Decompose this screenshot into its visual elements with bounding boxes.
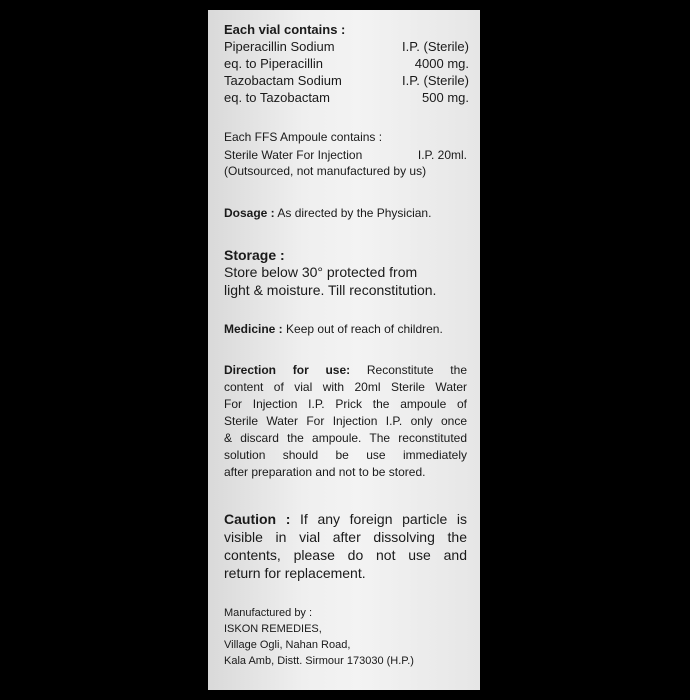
- composition-grade: I.P. (Sterile): [402, 73, 469, 88]
- dosage-heading: Dosage :: [224, 206, 275, 220]
- ampoule-note: (Outsourced, not manufactured by us): [224, 164, 427, 178]
- composition-amount: 4000 mg.: [414, 56, 469, 71]
- composition-ingredient: Tazobactam Sodium: [224, 73, 342, 88]
- caution-line-4: return for replacement.: [224, 565, 366, 581]
- dosage-line: [224, 207, 431, 219]
- composition-row-4: [224, 90, 469, 105]
- manufacturer-heading: Manufactured by :: [224, 607, 313, 619]
- direction-line-4: Sterile Water For Injection I.P. only once: [224, 414, 467, 428]
- direction-line-1: [224, 364, 467, 376]
- medicine-line: [224, 323, 443, 335]
- ampoule-amount: I.P. 20ml.: [417, 148, 467, 162]
- manufacturer-address-1: Village Ogli, Nahan Road,: [224, 639, 351, 651]
- manufacturer-name: ISKON REMEDIES,: [224, 623, 322, 635]
- caution-line-3: contents, please do not use and: [224, 547, 467, 563]
- direction-line-5: & discard the ampoule. The reconstituted: [224, 431, 467, 445]
- composition-amount: 500 mg.: [422, 90, 469, 105]
- storage-line-2: light & moisture. Till reconstitution.: [224, 282, 437, 298]
- caution-line-2: visible in vial after dissolving the: [224, 529, 467, 545]
- caution-line-1: [224, 512, 467, 526]
- direction-line-6: solution should be use immediately: [224, 448, 467, 462]
- storage-heading: Storage :: [224, 247, 285, 263]
- vial-contents-heading: Each vial contains :: [224, 22, 346, 37]
- composition-row-2: [224, 56, 469, 71]
- manufacturer-address-2: Kala Amb, Distt. Sirmour 173030 (H.P.): [224, 655, 414, 667]
- medicine-box-label: [208, 10, 480, 690]
- composition-row-3: [224, 73, 469, 88]
- ampoule-heading: Each FFS Ampoule contains :: [224, 130, 383, 144]
- ampoule-row-1: [224, 148, 467, 162]
- composition-row-1: [224, 39, 469, 54]
- caution-text: If any foreign particle is: [300, 511, 467, 527]
- direction-text: Reconstitute the: [366, 363, 467, 377]
- medicine-heading: Medicine :: [224, 322, 283, 336]
- composition-ingredient: Piperacillin Sodium: [224, 39, 335, 54]
- medicine-text: Keep out of reach of children.: [286, 322, 443, 336]
- direction-heading: Direction for use:: [224, 363, 351, 377]
- direction-line-3: For Injection I.P. Prick the ampoule of: [224, 397, 467, 411]
- storage-line-1: Store below 30° protected from: [224, 264, 418, 280]
- caution-heading: Caution :: [224, 511, 291, 527]
- composition-grade: I.P. (Sterile): [402, 39, 469, 54]
- direction-line-2: content of vial with 20ml Sterile Water: [224, 380, 467, 394]
- ampoule-item: Sterile Water For Injection: [224, 148, 363, 162]
- dosage-text: As directed by the Physician.: [277, 206, 432, 220]
- composition-equivalent: eq. to Piperacillin: [224, 56, 323, 71]
- direction-line-7: after preparation and not to be stored.: [224, 465, 426, 479]
- composition-equivalent: eq. to Tazobactam: [224, 90, 330, 105]
